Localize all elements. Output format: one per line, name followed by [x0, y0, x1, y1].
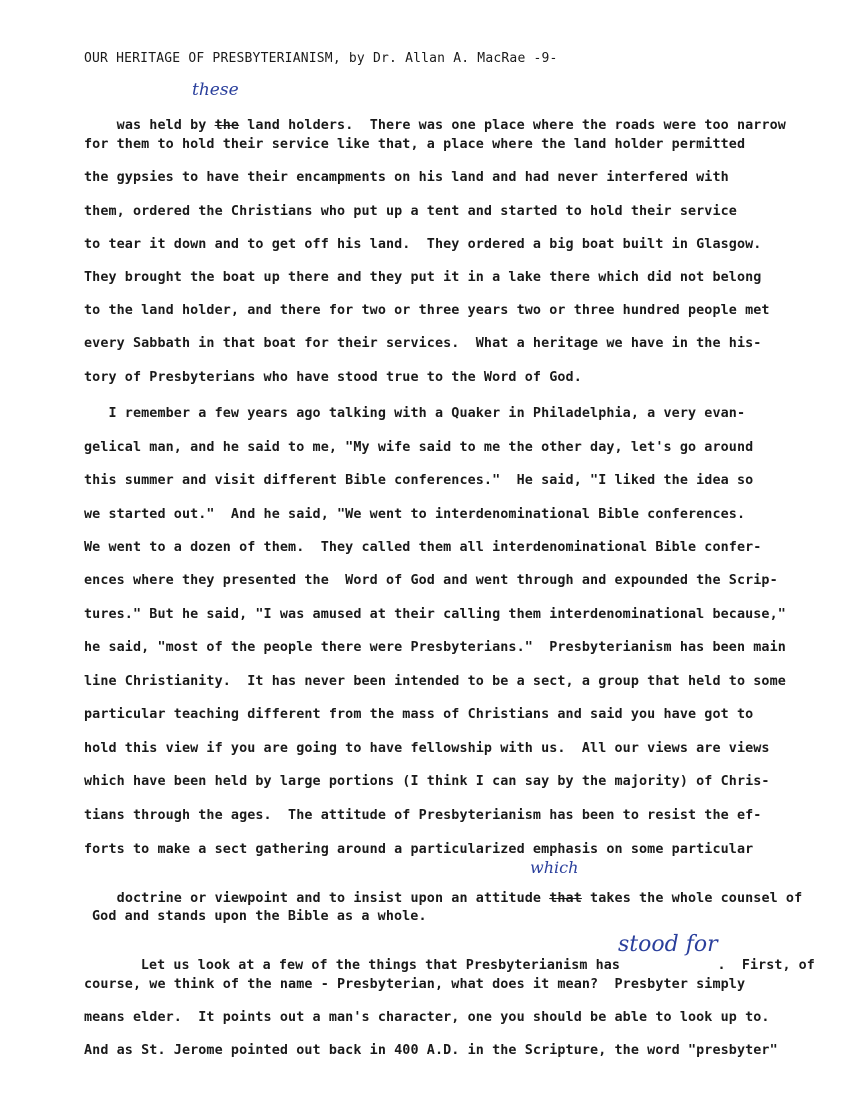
text-line: forts to make a sect gathering around a particularized emphasis on some particular — [84, 842, 754, 857]
text-line: tory of Presbyterians who have stood true to the Word of God. — [84, 370, 582, 385]
text-line: for them to hold their service like that, a place where the land holder permitted — [84, 137, 746, 152]
text-line: we started out." And he said, "We went to interdenominational Bible conferences. — [84, 507, 746, 522]
text-line: particular teaching different from the mass of Christians and said you have got to — [84, 707, 754, 722]
text-line: every Sabbath in that boat for their services. What a heritage we have in the his- — [84, 336, 762, 351]
text-line: God and stands upon the Bible as a whole. — [92, 909, 427, 924]
text-line: ences where they presented the Word of God and went through and expounded the Scrip- — [84, 573, 778, 588]
struck-word: that — [549, 891, 582, 906]
page-header: OUR HERITAGE OF PRESBYTERIANISM, by Dr. Allan A. MacRae -9- — [84, 51, 558, 66]
text-segment: was held by — [116, 118, 215, 133]
text-line: They brought the boat up there and they put it in a lake there which did not belong — [84, 270, 762, 285]
handwritten-stood-for: stood for — [618, 932, 718, 957]
text-line: course, we think of the name - Presbyterian, what does it mean? Presbyter simply — [84, 977, 746, 992]
text-line: I remember a few years ago talking with a Quaker in Philadelphia, a very evan- — [84, 406, 746, 421]
text-line: to the land holder, and there for two or three years two or three hundred people met — [84, 303, 770, 318]
struck-word: the — [214, 118, 240, 133]
text-segment: . First, of — [717, 958, 815, 973]
text-line: gelical man, and he said to me, "My wife said to me the other day, let's go around — [84, 440, 754, 455]
text-line: this summer and visit different Bible conferences." He said, "I liked the idea so — [84, 473, 754, 488]
text-line: And as St. Jerome pointed out back in 400 A.D. in the Scripture, the word "presbyter" — [84, 1043, 778, 1058]
text-line: them, ordered the Christians who put up a tent and started to hold their service — [84, 204, 737, 219]
text-segment: Let us look at a few of the things that Presbyterianism has — [116, 958, 621, 973]
text-line: the gypsies to have their encampments on his land and had never interfered with — [84, 170, 729, 185]
text-line: We went to a dozen of them. They called them all interdenominational Bible confer- — [84, 540, 762, 555]
text-line: hold this view if you are going to have fellowship with us. All our views are views — [84, 741, 770, 756]
text-line: he said, "most of the people there were Presbyterians." Presbyterianism has been main — [84, 640, 786, 655]
text-segment: land holders. There was one place where the roads were too narrow — [239, 118, 786, 133]
text-line: means elder. It points out a man's character, one you should be able to look up to. — [84, 1010, 770, 1025]
text-line: tures." But he said, "I was amused at their calling them interdenominational because," — [84, 607, 786, 622]
text-line: tians through the ages. The attitude of Presbyterianism has been to resist the ef- — [84, 808, 762, 823]
text-segment: takes the whole counsel of — [581, 891, 803, 906]
text-segment: doctrine or viewpoint and to insist upon an attitude — [116, 891, 550, 906]
text-line: to tear it down and to get off his land. They ordered a big boat built in Glasgow. — [84, 237, 762, 252]
handwritten-which: which — [530, 858, 579, 877]
handwritten-these: these — [192, 80, 239, 100]
text-line: line Christianity. It has never been intended to be a sect, a group that held to some — [84, 674, 786, 689]
text-line: which have been held by large portions (I think I can say by the majority) of Chris- — [84, 774, 770, 789]
annotation-gap — [620, 958, 717, 973]
